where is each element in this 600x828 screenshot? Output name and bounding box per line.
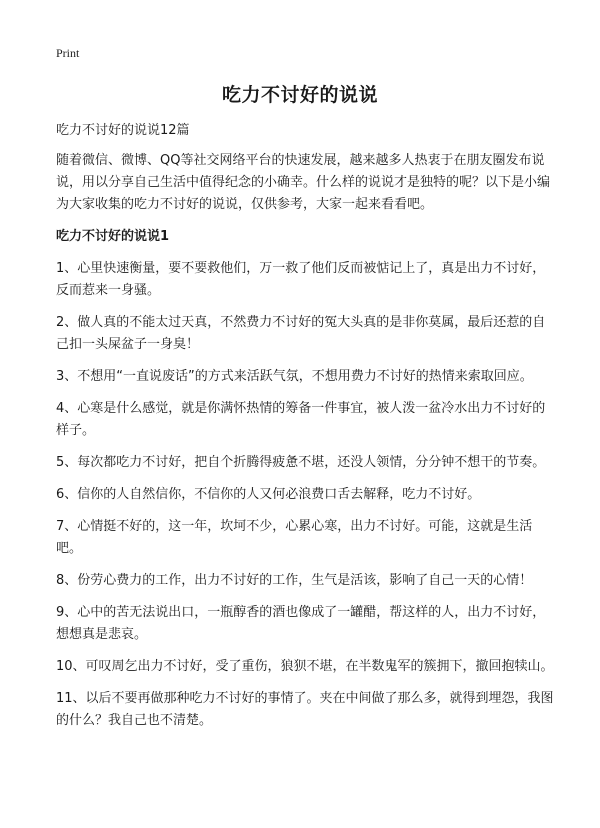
list-item: 10、可叹周乞出力不讨好，受了重伤，狼狈不堪，在半数鬼军的簇拥下，撤回抱犊山。 xyxy=(56,659,554,674)
article-body xyxy=(56,120,556,742)
list-item: 1、心里快速衡量，要不要救他们，万一救了他们反而被惦记上了，真是出力不讨好，反而惹来一身骚。 xyxy=(56,261,546,298)
list-item: 9、心中的苦无法说出口，一瓶醇香的酒也像成了一罐醋，帮这样的人，出力不讨好，想想真是悲哀。 xyxy=(56,605,546,642)
list-item: 7、心情挺不好的，这一年，坎坷不少，心累心寒，出力不讨好。可能，这就是生活吧。 xyxy=(56,519,533,556)
page-title: 吃力不讨好的说说 xyxy=(221,84,378,106)
intro-paragraph: 随着微信、微博、QQ等社交网络平台的快速发展，越来越多人热衷于在朋友圈发布说说，用以分享自己生活中值得纪念的小确幸。什么样的说说才是独特的呢？以下是小编为大家收集的吃力不讨好的说说，仅供参考，大家一起来看看吧。 xyxy=(56,153,551,212)
article-subtitle: 吃力不讨好的说说12篇 xyxy=(56,123,190,138)
list-item: 11、以后不要再做那种吃力不讨好的事情了。夹在中间做了那么多，就得到埋怨，我图的什么？我自己也不清楚。 xyxy=(56,691,554,728)
section-heading: 吃力不讨好的说说1 xyxy=(56,229,170,244)
list-item: 6、信你的人自然信你，不信你的人又何必浪费口舌去解释，吃力不讨好。 xyxy=(56,487,481,502)
list-item: 2、做人真的不能太过天真，不然费力不讨好的冤大头真的是非你莫属，最后还惹的自己扣一头屎盆子一身臭！ xyxy=(56,315,546,352)
list-item: 5、每次都吃力不讨好，把自个折腾得疲惫不堪，还没人领情，分分钟不想干的节奏。 xyxy=(56,455,546,470)
list-item: 4、心寒是什么感觉，就是你满怀热情的筹备一件事宜，被人泼一盆冷水出力不讨好的样子。 xyxy=(56,401,546,438)
list-item: 3、不想用“一直说废话”的方式来活跃气氛，不想用费力不讨好的热情来索取回应。 xyxy=(56,369,533,384)
list-item: 8、份劳心费力的工作，出力不讨好的工作，生气是活该，影响了自己一天的心情！ xyxy=(56,573,533,588)
paragraph-list xyxy=(56,258,556,732)
print-link[interactable]: Print xyxy=(56,46,80,60)
